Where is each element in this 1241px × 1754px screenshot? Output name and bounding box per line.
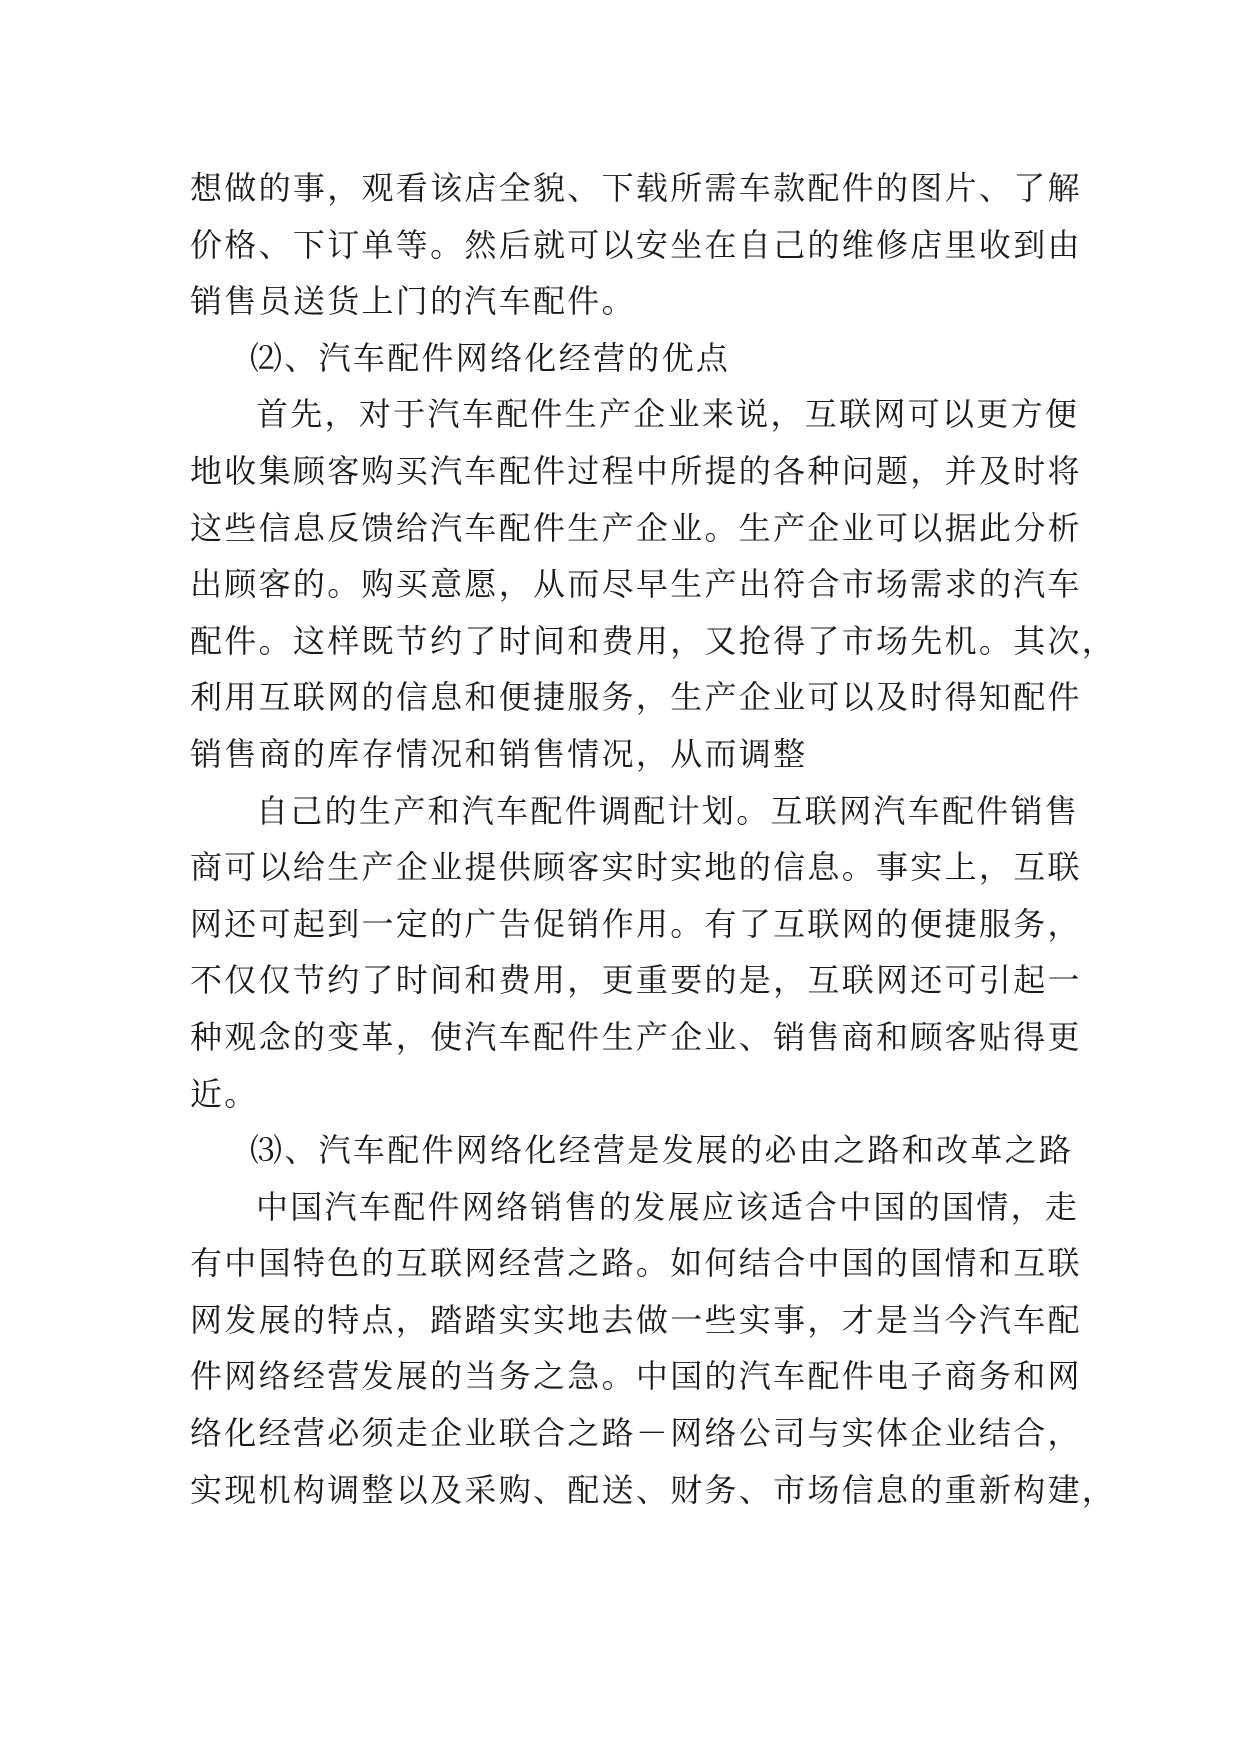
text-line: 实现机构调整以及采购、配送、财务、市场信息的重新构建， — [190, 1470, 1117, 1509]
text-line: 想做的事，观看该店全貌、下载所需车款配件的图片、了解 — [190, 169, 1082, 207]
text-line: 地收集顾客购买汽车配件过程中所提的各种问题，并及时将 — [190, 451, 1082, 490]
text-line: 件网络经营发展的当务之急。中国的汽车配件电子商务和网 — [190, 1357, 1082, 1396]
section-heading-3: ⑶、汽车配件网络化经营是发展的必由之路和改革之路 — [250, 1131, 1074, 1170]
text-line: 销售商的库存情况和销售情况，从而调整 — [190, 734, 808, 773]
text-line: 络化经营必须走企业联合之路－网络公司与实体企业结合， — [190, 1414, 1082, 1453]
text-line: 有中国特色的互联网经营之路。如何结合中国的国情和互联 — [190, 1244, 1082, 1283]
text-line: 配件。这样既节约了时间和费用，又抢得了市场先机。其次， — [190, 621, 1117, 660]
text-line: 网还可起到一定的广告促销作用。有了互联网的便捷服务， — [190, 904, 1082, 943]
text-line: 商可以给生产企业提供顾客实时实地的信息。事实上，互联 — [190, 848, 1082, 887]
text-line: 出顾客的。购买意愿，从而尽早生产出符合市场需求的汽车 — [190, 565, 1082, 604]
text-line: 利用互联网的信息和便捷服务，生产企业可以及时得知配件 — [190, 678, 1082, 717]
section-heading-2: ⑵、汽车配件网络化经营的优点 — [250, 338, 731, 377]
text-line: 这些信息反馈给汽车配件生产企业。生产企业可以据此分析 — [190, 508, 1082, 547]
text-line: 不仅仅节约了时间和费用，更重要的是，互联网还可引起一 — [190, 961, 1082, 1000]
text-line: 网发展的特点，踏踏实实地去做一些实事，才是当今汽车配 — [190, 1300, 1082, 1339]
paragraph-first-line: 自己的生产和汽车配件调配计划。互联网汽车配件销售 — [256, 791, 1080, 830]
text-line: 价格、下订单等。然后就可以安坐在自己的维修店里收到由 — [190, 225, 1082, 264]
paragraph-first-line: 中国汽车配件网络销售的发展应该适合中国的国情，走 — [256, 1187, 1080, 1226]
text-line: 种观念的变革，使汽车配件生产企业、销售商和顾客贴得更 — [190, 1017, 1082, 1056]
text-line: 近。 — [190, 1074, 259, 1113]
paragraph-first-line: 首先，对于汽车配件生产企业来说，互联网可以更方便 — [256, 395, 1080, 434]
text-line: 销售员送货上门的汽车配件。 — [190, 282, 636, 321]
body-text — [190, 160, 1117, 1518]
